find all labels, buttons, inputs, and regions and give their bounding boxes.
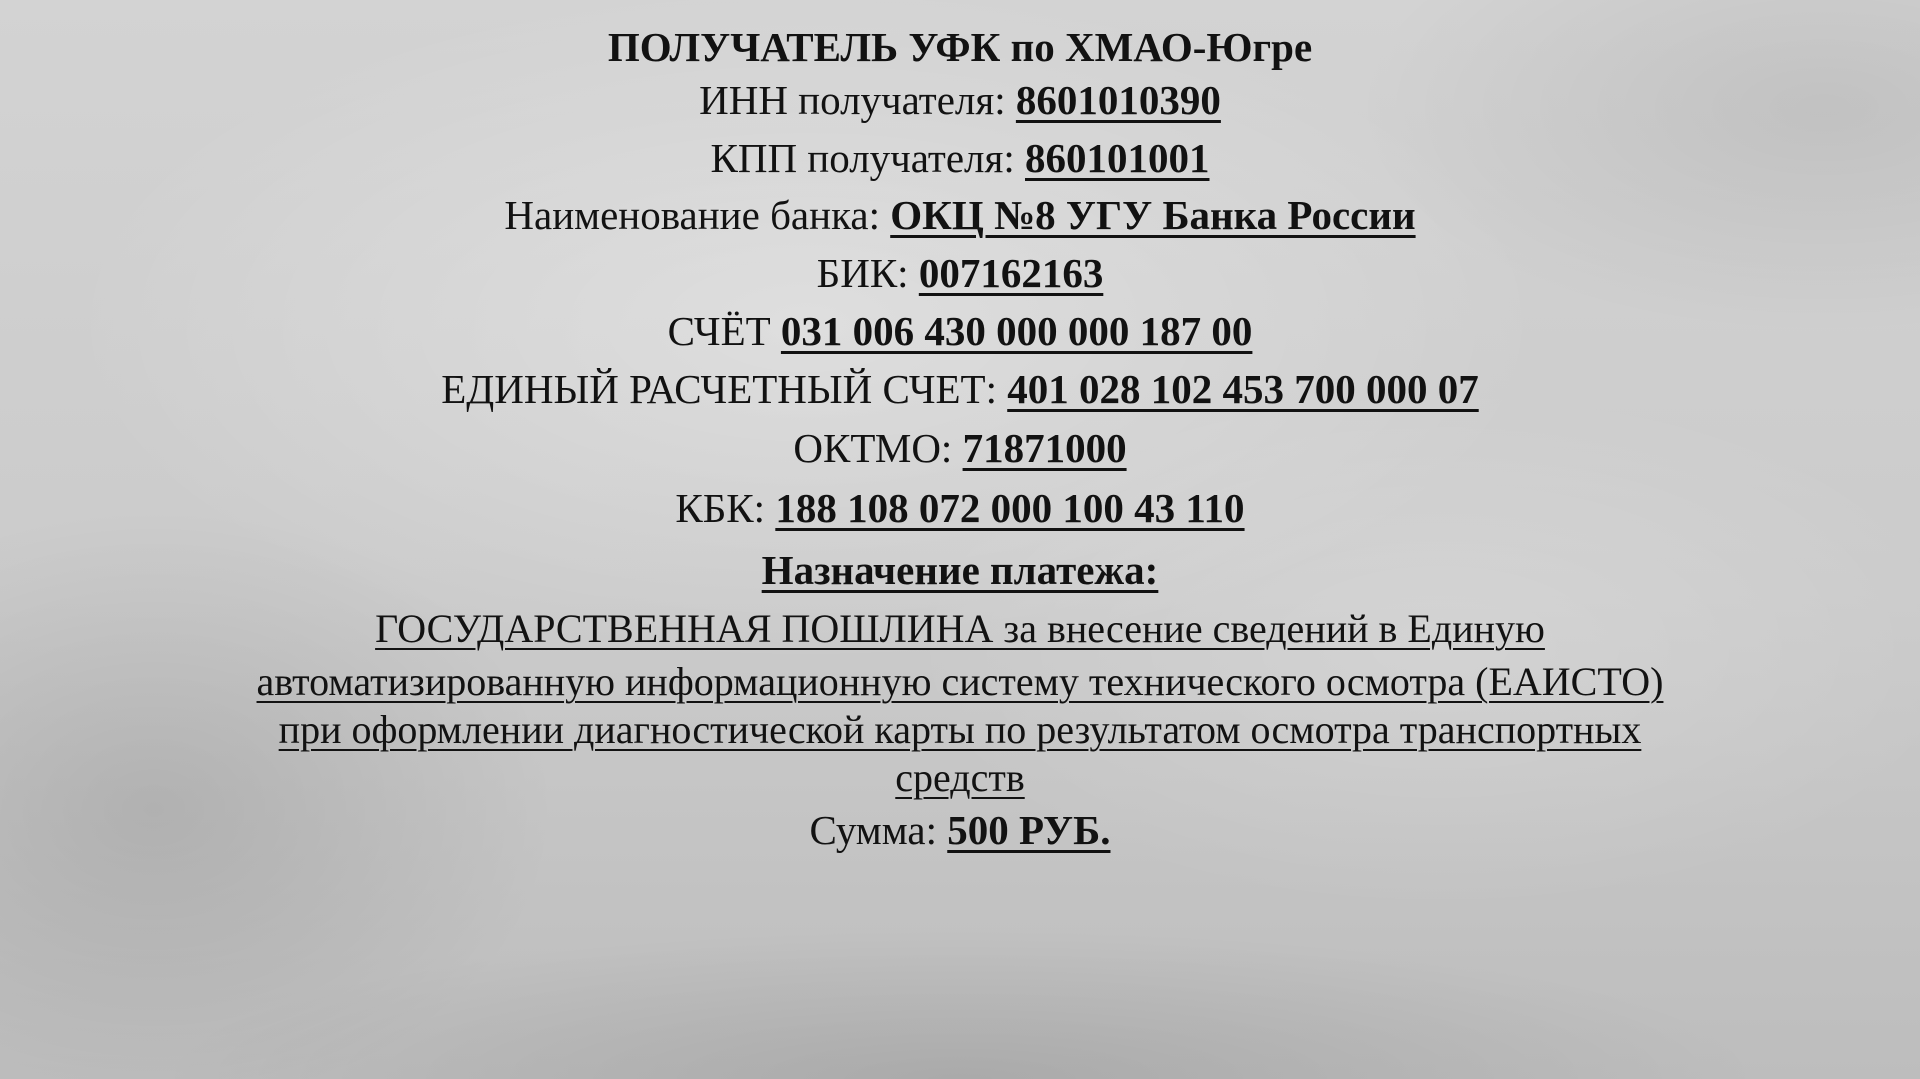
oktmo-value: 71871000 <box>962 425 1127 471</box>
account-value: 031 006 430 000 000 187 00 <box>780 308 1253 354</box>
kbk-value: 188 108 072 000 100 43 110 <box>775 485 1245 531</box>
bik-value: 007162163 <box>918 250 1104 296</box>
kbk-label: КБК: <box>675 485 766 531</box>
inn-value: 8601010390 <box>1015 77 1221 123</box>
purpose-heading: Назначение платежа: <box>761 547 1159 593</box>
recipient-heading: ПОЛУЧАТЕЛЬ УФК по ХМАО-Югре <box>607 24 1313 70</box>
amount-label: Сумма: <box>809 807 937 853</box>
unified-account-value: 401 028 102 453 700 000 07 <box>1007 366 1479 412</box>
account-row <box>0 306 1920 356</box>
account-label: СЧЁТ <box>667 308 771 354</box>
kbk-row <box>0 483 1920 533</box>
unified-account-row <box>0 364 1920 414</box>
inn-row <box>0 75 1920 125</box>
amount-row <box>0 805 1920 855</box>
bank-label: Наименование банка: <box>504 192 880 238</box>
bik-label: БИК: <box>816 250 909 296</box>
purpose-heading-row <box>0 545 1920 595</box>
oktmo-row <box>0 423 1920 473</box>
amount-value: 500 РУБ. <box>947 807 1111 853</box>
unified-account-label: ЕДИНЫЙ РАСЧЕТНЫЙ СЧЕТ: <box>441 366 997 412</box>
purpose-text: ГОСУДАРСТВЕННАЯ ПОШЛИНА за внесение сведений в Единую <box>375 606 1545 651</box>
kpp-value: 860101001 <box>1025 135 1210 181</box>
inn-label: ИНН получателя: <box>699 77 1006 123</box>
kpp-label: КПП получателя: <box>710 135 1015 181</box>
purpose-text: при оформлении диагностической карты по результатом осмотра транспортных <box>278 707 1642 752</box>
purpose-text: средств <box>895 755 1025 800</box>
bik-row <box>0 248 1920 298</box>
bank-value: ОКЦ №8 УГУ Банка России <box>890 192 1416 238</box>
bank-row <box>0 190 1920 240</box>
purpose-line-1 <box>0 601 1920 657</box>
purpose-text: автоматизированную информационную систему технического осмотра (ЕАИСТО) <box>256 659 1664 704</box>
oktmo-label: ОКТМО: <box>793 425 953 471</box>
purpose-line-4 <box>0 750 1920 806</box>
kpp-row <box>0 133 1920 183</box>
